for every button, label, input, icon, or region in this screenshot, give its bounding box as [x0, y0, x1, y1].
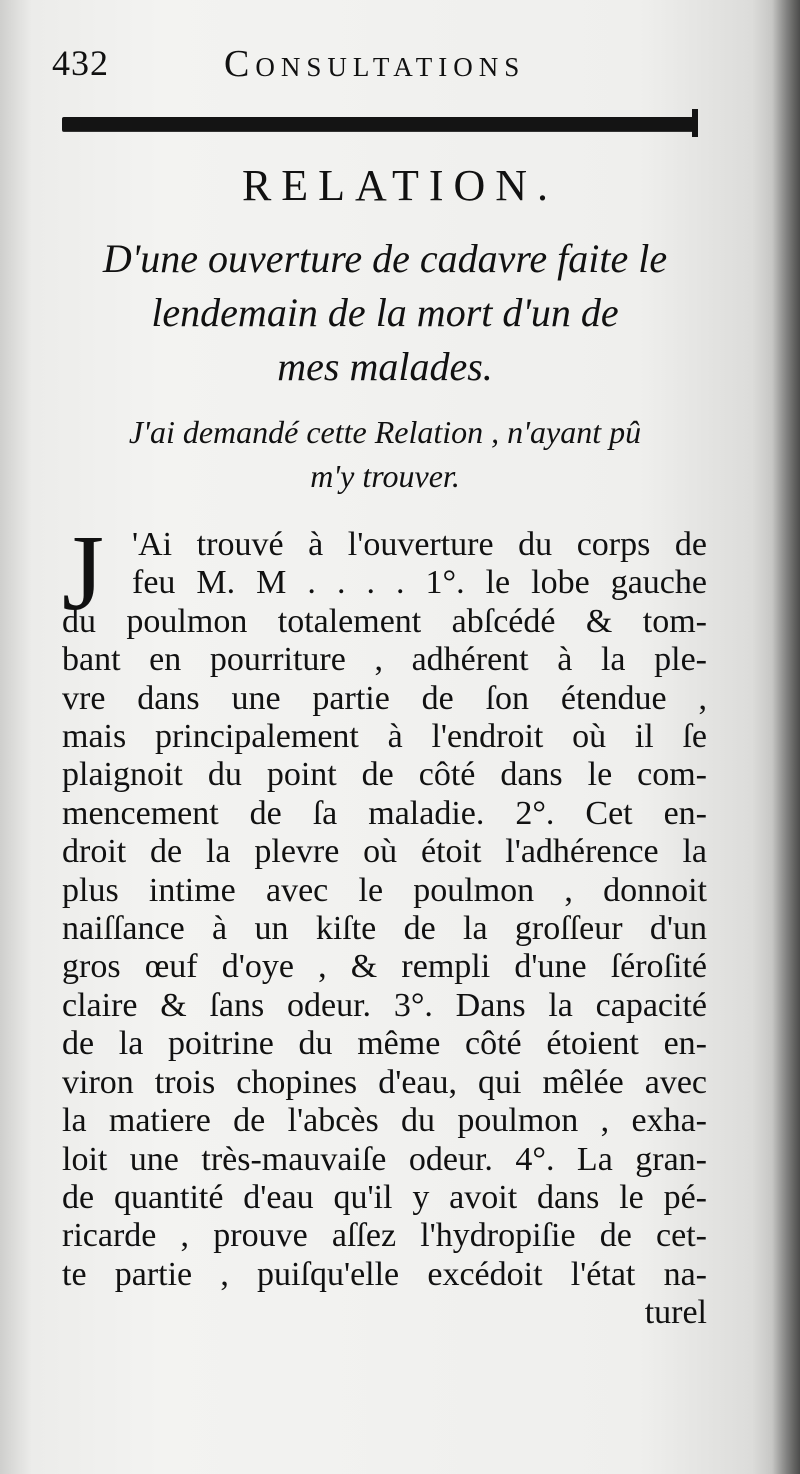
- text-line: te partie , puiſqu'elle excédoit l'état na-: [62, 1255, 707, 1293]
- text-line: plaignoit du point de côté dans le com-: [62, 756, 707, 794]
- body-text: [62, 514, 707, 1333]
- section-subtitle: [60, 232, 710, 394]
- text-line: claire & ſans odeur. 3°. Dans la capacité: [62, 986, 707, 1024]
- running-head: [0, 42, 800, 92]
- text-line: ricarde , prouve aſſez l'hydropiſie de cet-: [62, 1217, 707, 1255]
- text-line: feu M. M . . . . 1°. le lobe gauche: [132, 564, 707, 602]
- author-note: [60, 410, 710, 498]
- text-line: mais principalement à l'endroit où il ſe: [62, 718, 707, 756]
- page-spine-shadow: [772, 0, 800, 1474]
- text-line: droit de la plevre où étoit l'adhérence la: [62, 833, 707, 871]
- text-line: viron trois chopines d'eau, qui mêlée avec: [62, 1063, 707, 1101]
- text-line: naiſſance à un kiſte de la groſſeur d'un: [62, 910, 707, 948]
- note-line: m'y trouver.: [310, 458, 460, 494]
- subtitle-line: D'une ouverture de cadavre faite le: [102, 236, 668, 281]
- section-heading: RELATION.: [241, 161, 559, 210]
- page-number: 432: [52, 43, 109, 83]
- text-line: turel: [644, 1294, 707, 1332]
- text-line: 'Ai trouvé à l'ouverture du corps de: [132, 526, 707, 563]
- note-line: J'ai demandé cette Relation , n'ayant pû: [128, 414, 642, 450]
- text-line: de la poitrine du même côté étoient en-: [62, 1025, 707, 1063]
- subtitle-line: lendemain de la mort d'un de: [151, 290, 619, 335]
- text-line: vre dans une partie de ſon étendue ,: [62, 679, 707, 717]
- header-rule: [62, 117, 694, 131]
- text-line: bant en pourriture , adhérent à la ple-: [62, 641, 707, 679]
- text-line: la matiere de l'abcès du poulmon , exha-: [62, 1102, 707, 1140]
- text-line: du poulmon totalement abſcédé & tom-: [62, 602, 707, 640]
- subtitle-line: mes malades.: [277, 344, 493, 389]
- text-line: de quantité d'eau qu'il y avoit dans le pé-: [62, 1178, 707, 1216]
- drop-cap: J: [62, 514, 105, 633]
- running-title: Consultations: [224, 43, 526, 85]
- text-line: mencement de ſa maladie. 2°. Cet en-: [62, 794, 707, 832]
- text-line: loit une très-mauvaiſe odeur. 4°. La gran-: [62, 1140, 707, 1178]
- text-line: gros œuf d'oye , & rempli d'une ſéroſité: [62, 948, 707, 986]
- text-line: plus intime avec le poulmon , donnoit: [62, 871, 707, 909]
